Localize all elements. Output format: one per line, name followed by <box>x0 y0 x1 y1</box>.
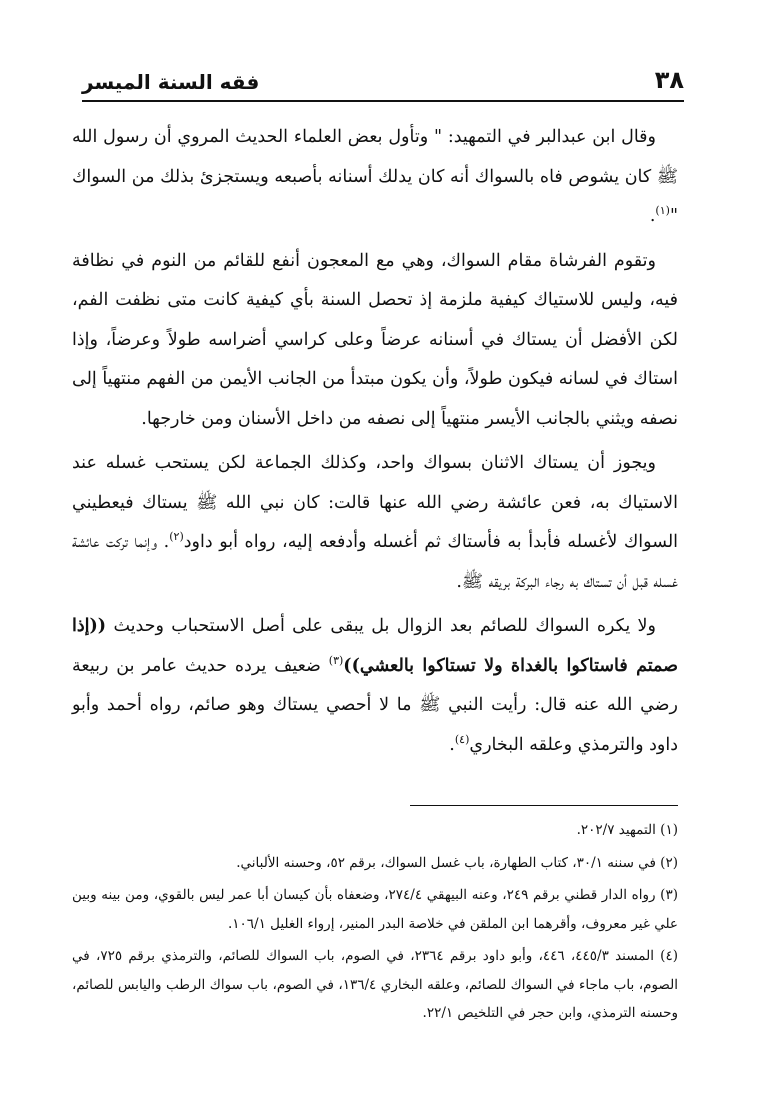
footnote-ref-2: (٢) <box>169 530 184 544</box>
footnote-ref-1: (١) <box>655 204 670 218</box>
paragraph-text: وتقوم الفرشاة مقام السواك، وهي مع المعجون أنفع للقائم من النوم في نظافة فيه، وليس للاستياك كيفية ملزمة إذ تحصل السنة بأي كيفية كانت متى نظفت الفم، لكن الأفضل أن يستاك في أسنانه عرضاً وعلى كراسي أضراسه طولاً وعرضاً، وإذا استاك في لسانه فيكون طولاً، وأن يكون مبتدأ من الجانب الأيمن من الفهم منتهياً إلى نصفه ويثني بالجانب الأيسر منتهياً إلى نصفه من داخل الأسنان ومن خارجها. <box>72 250 678 429</box>
paragraph-2 <box>72 242 678 440</box>
footnotes <box>72 816 678 1032</box>
paragraph-3 <box>72 444 678 602</box>
running-title: فقه السنة الميسر <box>82 70 260 94</box>
paragraph-tail: . <box>449 734 455 755</box>
footnote-ref-4: (٤) <box>454 732 470 746</box>
paragraph-text: وقال ابن عبدالبر في التمهيد: " وتأول بعض العلماء الحديث المروي أن رسول الله ﷺ كان يشوص فاه بالسواك أنه كان يدلك أسنانه بأصبعه ويستجزئ بذلك من السواك " <box>72 127 678 226</box>
footnote-ref-3: (٣) <box>328 653 344 667</box>
hadith-quote: ((إذا صمتم فاستاكوا بالغداة ولا تستاكوا بالعشي)) <box>72 616 678 676</box>
page-header <box>82 62 684 102</box>
page-number: ٣٨ <box>654 66 684 94</box>
paragraph-text: ويجوز أن يستاك الاثنان بسواك واحد، وكذلك الجماعة لكن يستحب غسله عند الاستياك به، فعن عائشة رضي الله عنها قالت: كان نبي الله ﷺ يستاك فيعطيني السواك لأغسله فأبدأ به فأستاك ثم أغسله وأدفعه إليه، رواه أبو داود <box>72 453 679 552</box>
paragraph-text: ولا يكره السواك للصائم بعد الزوال بل يبقى على أصل الاستحباب وحديث <box>113 616 656 636</box>
paragraph-1 <box>72 118 678 237</box>
footnote-3: (٣) رواه الدار قطني برقم ٢٤٩، وعنه البيهقي ٢٧٤/٤، وضعفاه بأن كيسان أبا عمر ليس بالقوي، ومن بينه وبين علي غير معروف، وأقرهما ابن الملقن في خلاصة البدر المنير، إرواء الغليل ١٠٦/١. <box>72 887 678 932</box>
footnote-4: (٤) المسند ٤٤٥/٣، ٤٤٦، وأبو داود برقم ٢٣٦٤، في الصوم، باب السواك للصائم، والترمذي برقم ٧٢٥، في الصوم، باب ماجاء في السواك للصائم، وعلقه البخاري ١٣٦/٤، في الصوم، باب سواك الرطب واليابس للصائم، وحسنه الترمذي، وابن حجر في التلخيص ٢٢/١. <box>72 948 678 1021</box>
footnote-2: (٢) في سننه ٣٠/١، كتاب الطهارة، باب غسل السواك، برقم ٥٢، وحسنه الألباني. <box>236 854 678 871</box>
paragraph-4 <box>72 607 678 765</box>
footnote-separator <box>410 805 678 806</box>
footnote-1: (١) التمهيد ٢٠٢/٧. <box>576 822 678 838</box>
main-text <box>72 118 678 770</box>
paragraph-text-cont: ضعيف يرده حديث عامر بن ربيعة رضي الله عنه قال: رأيت النبي ﷺ ما لا أحصي يستاك وهو صائم، رواه أحمد وأبو داود والترمذي وعلقه البخاري <box>72 655 678 755</box>
paragraph-tail: . <box>649 206 656 226</box>
paragraph-tail: . وإنما تركت عائشة غسله قبل أن تستاك به رجاء البركة بريقه ﷺ. <box>72 532 678 592</box>
